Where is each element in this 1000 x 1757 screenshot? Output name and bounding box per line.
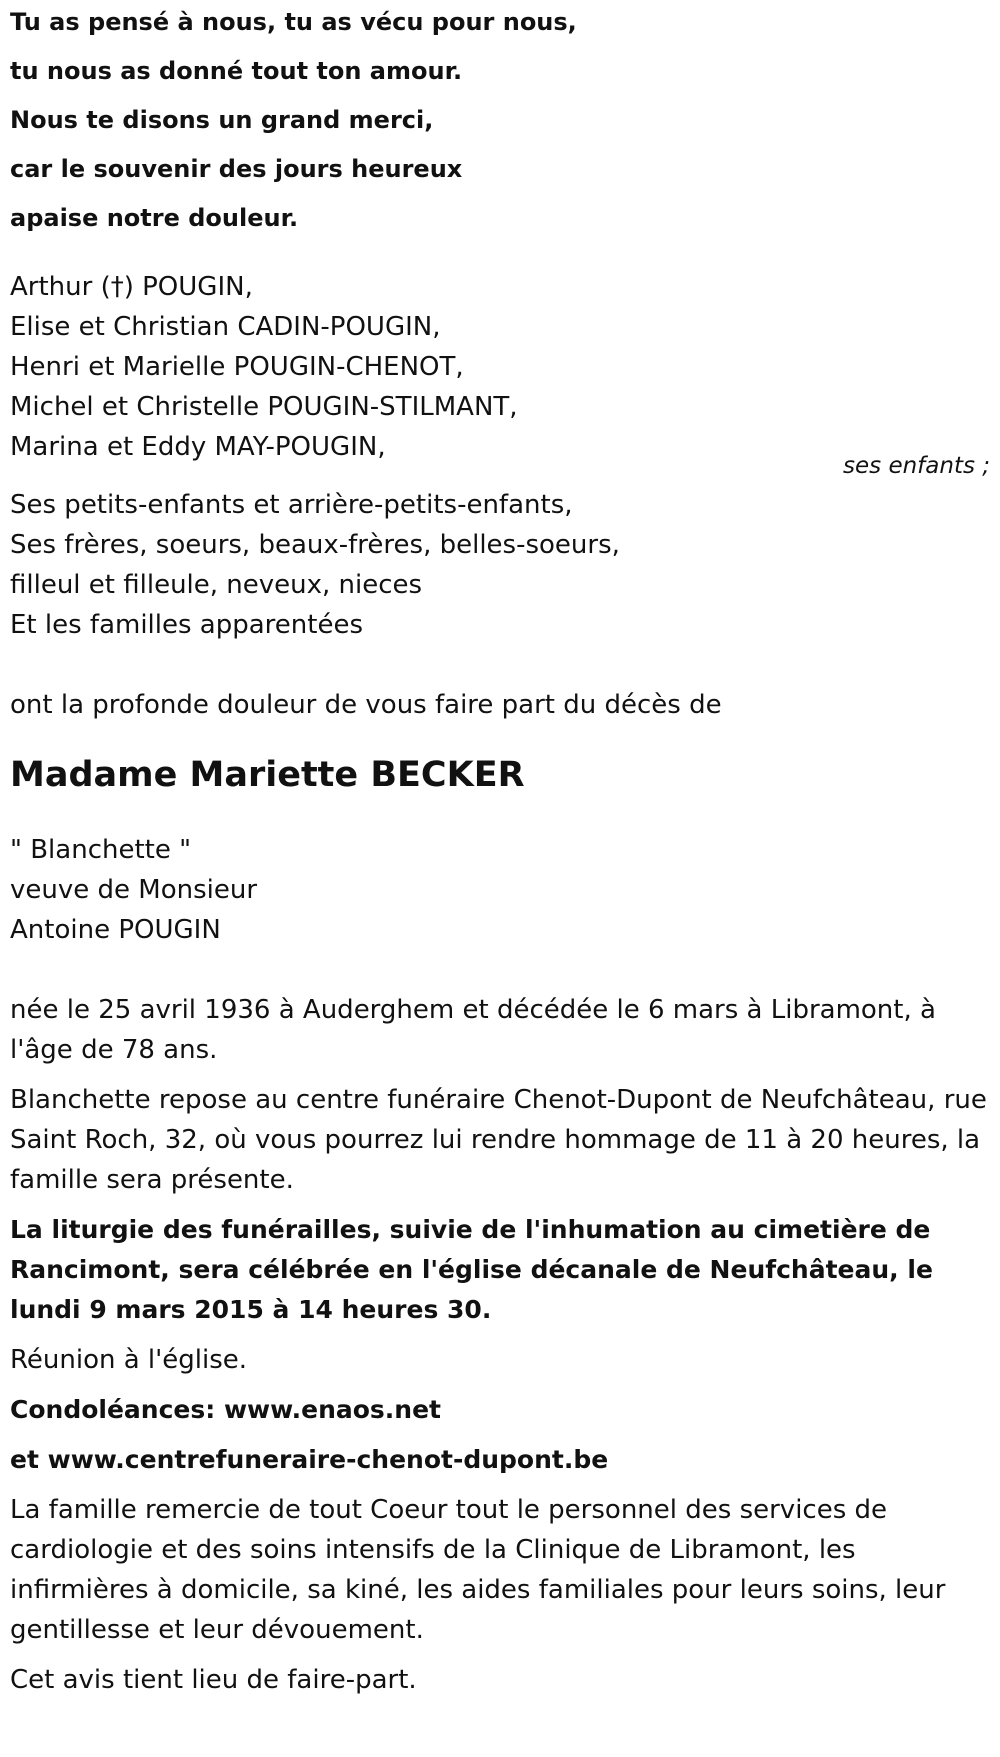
child-entry: Arthur (†) POUGIN, [10, 272, 253, 302]
funeral-paragraph: La liturgie des funérailles, suivie de l'inhumation au cimetière de Rancimont, sera célébrée en l'église décanale de Neufchâteau, le lundi 9 mars 2015 à 14 heures 30. [10, 1215, 933, 1324]
meeting-paragraph: Réunion à l'église. [10, 1345, 248, 1375]
relative-entry: filleul et filleule, neveux, nieces [10, 570, 423, 600]
widow-of-label: veuve de Monsieur [10, 875, 258, 905]
condolences-line: Condoléances: www.enaos.net [10, 1395, 442, 1424]
alias-block [10, 830, 990, 950]
relative-entry: Ses frères, soeurs, beaux-frères, belles-soeurs, [10, 530, 620, 560]
relative-entry: Ses petits-enfants et arrière-petits-enfants, [10, 490, 573, 520]
poem-line: Nous te disons un grand merci, [10, 106, 434, 134]
poem-line: car le souvenir des jours heureux [10, 155, 463, 183]
announcement-text: ont la profonde douleur de vous faire part du décès de [10, 690, 722, 720]
child-entry: Henri et Marielle POUGIN-CHENOT, [10, 352, 464, 382]
child-entry: Marina et Eddy MAY-POUGIN, [10, 432, 386, 462]
nickname: " Blanchette " [10, 835, 192, 865]
child-entry: Elise et Christian CADIN-POUGIN, [10, 312, 441, 342]
poem-line: Tu as pensé à nous, tu as vécu pour nous, [10, 8, 577, 36]
child-entry: Michel et Christelle POUGIN-STILMANT, [10, 392, 518, 422]
thanks-paragraph: La famille remercie de tout Coeur tout le personnel des services de cardiologie et des soins intensifs de la Clinique de Libramont, les infirmières à domicile, sa kiné, les aides familiales pour leurs soins, leur gentillesse et leur dévouement. [10, 1495, 946, 1645]
deceased-name: Madame Mariette BECKER [10, 755, 525, 795]
relative-entry: Et les familles apparentées [10, 610, 364, 640]
poem [10, 0, 990, 235]
rest-place-paragraph: Blanchette repose au centre funéraire Chenot-Dupont de Neufchâteau, rue Saint Roch, 32, où vous pourrez lui rendre hommage de 11 à 20 heures, la famille sera présente. [10, 1085, 987, 1195]
spouse-name: Antoine POUGIN [10, 915, 221, 945]
children-list [10, 267, 990, 479]
birth-death-paragraph: née le 25 avril 1936 à Auderghem et décédée le 6 mars à Libramont, à l'âge de 78 ans. [10, 995, 936, 1065]
poem-line: apaise notre douleur. [10, 204, 299, 232]
other-relatives-list [10, 485, 990, 645]
condolences-line: et www.centrefuneraire-chenot-dupont.be [10, 1445, 609, 1474]
poem-line: tu nous as donné tout ton amour. [10, 57, 463, 85]
closing-line: Cet avis tient lieu de faire-part. [10, 1665, 417, 1695]
children-relation-note: ses enfants ; [843, 453, 990, 479]
